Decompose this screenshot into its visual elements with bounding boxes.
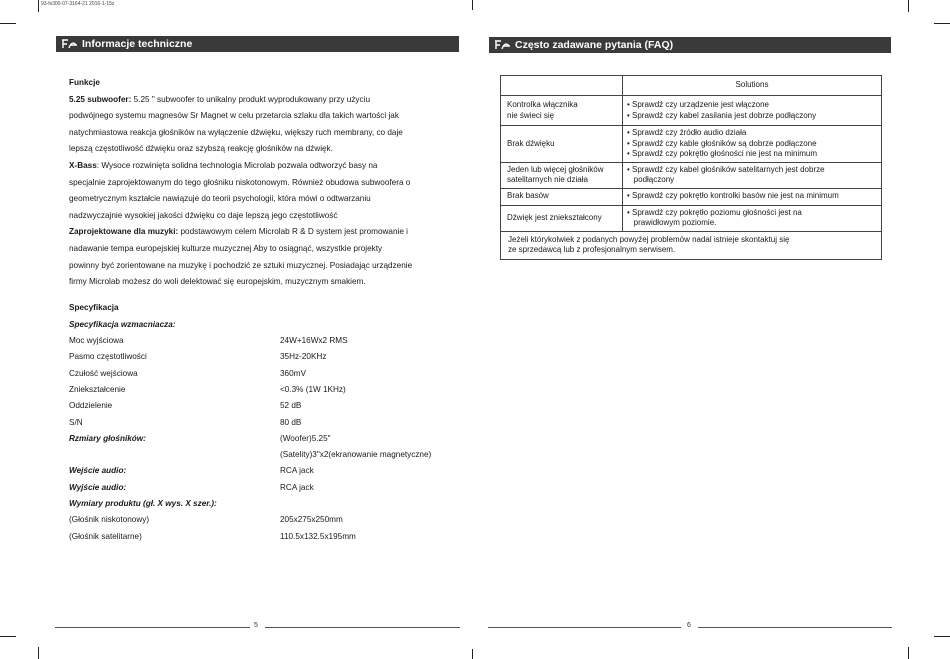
faq-solution-line: • Sprawdź czy źródło audio działa [627,128,747,137]
spec-row [69,463,429,478]
feature-text: 5.25 " subwoofer to unikalny produkt wyprodukowany przy użyciu [131,94,370,104]
print-id: 93-fs300-07-3164-21 2016-1-15z [41,1,115,7]
spec-row [69,366,429,381]
spec-row [69,447,432,462]
features-line [69,191,469,208]
feature-text: podwójnego systemu magnesów Sr Magnet w celu przetarcia szlaku dla takich wartości jak [69,111,399,121]
faq-footer-line: ze sprzedawcą lub z profesjonalnym serwisem. [508,245,676,254]
faq-row [501,188,882,205]
faq-solutions [623,162,882,188]
faq-solutions-header: Solutions [623,76,882,96]
spec-key: Pasmo częstotliwości [69,352,147,362]
features-line [69,241,469,258]
crop-mark [934,636,950,637]
features-line [69,274,469,291]
crop-mark [472,649,473,659]
spec-row [69,333,429,348]
spec-value: 110.5x132.5x195mm [280,531,356,541]
features-heading: Funkcje [69,78,100,87]
feature-text: geometrycznym kształcie nawiązuje do teorii psychologii, która mówi o odtwarzaniu [69,194,371,204]
faq-row [501,162,882,188]
faq-table [500,75,882,260]
feature-text: powinny być zorientowane na muzykę i pochodzić ze sztuki muzycznej. Posiadając urządzenie [69,260,413,270]
faq-solution-line: • Sprawdź czy pokrętło głośności nie jest na minimum [627,149,817,158]
spec-row [69,415,429,430]
spec-key: Wejście audio: [69,466,127,476]
features-line [69,125,469,142]
faq-problem-header [501,76,623,96]
faq-solutions [623,205,882,231]
faq-row [501,96,882,126]
faq-solution-line: • Sprawdź czy pokrętło kontrolki basów nie jest na minimum [627,191,839,201]
section-header-tech-info [56,36,459,52]
feature-lead: 5.25 subwoofer: [69,94,132,104]
spec-key: Rzmiary głośników: [69,433,146,443]
spec-key: Zniekształcenie [69,384,126,394]
crop-mark [38,647,39,659]
spec-value: 80 dB [280,417,302,427]
faq-solutions [623,126,882,163]
spec-row [69,431,429,446]
spec-key: Wyjście audio: [69,482,127,492]
brand-logo-icon [493,39,511,51]
features-line [69,141,469,158]
feature-text: : Wysoce rozwinięta solidna technologia Microlab pozwala odtworzyć basy na [96,160,378,170]
faq-problem: Jeden lub więcej głośników satelitarnych nie działa [501,162,623,188]
spec-value: (Satelity)3"x2(ekranowanie magnetyczne) [280,450,432,460]
spec-row [69,529,429,544]
spec-key: Oddzielenie [69,401,113,411]
crop-mark [472,0,473,10]
spec-row [69,480,429,495]
feature-text: specjalnie zaprojektowanym do tego głośniku niskotonowym. Również obudowa subwoofera o [69,177,411,187]
spec-heading: Specyfikacja [69,303,119,312]
faq-solutions [623,96,882,126]
faq-problem: Brak dźwięku [501,126,623,163]
footer-rule [55,627,250,628]
crop-mark [38,0,39,12]
feature-text: nadawanie tempa europejskiej kulturze muzycznej Aby to osiągnąć, wszystkie projekty [69,243,383,253]
features-line [69,258,469,275]
spec-value: RCA jack [280,466,314,476]
spec-value: 360mV [280,368,306,378]
section-header-faq [489,37,891,53]
section-title: Często zadawane pytania (FAQ) [515,39,674,51]
faq-solution-line: • Sprawdź czy pokrętło poziomu głośności jest na [627,207,802,217]
features-line [69,175,469,192]
faq-solution-line: • Sprawdź czy kabel zasilania jest dobrze podłączony [627,110,817,120]
features-line [69,224,469,241]
features-section [69,75,469,291]
features-line [69,158,469,175]
faq-solution-line: • Sprawdź czy kabel głośników satelitarnych jest dobrze [627,164,825,174]
crop-mark [934,23,950,24]
feature-lead: Zaprojektowane dla muzyki: [69,227,179,237]
spec-key: (Głośnik niskotonowy) [69,515,150,525]
faq-solution-line: podłączony [627,175,675,184]
spec-key: Czułość wejściowa [69,368,138,378]
faq-solution-line: • Sprawdź czy urządzenie jest włączone [627,100,769,109]
faq-problem: Kontrolka włącznika nie świeci się [501,96,623,126]
spec-row [69,398,429,413]
footer-rule [488,627,681,628]
faq-solution-line: prawidłowym poziomie. [627,218,717,227]
spec-value: 24W+16Wx2 RMS [280,336,348,345]
faq-solution-line: • Sprawdź czy kable głośników są dobrze podłączone [627,138,817,148]
brand-logo-icon [60,38,78,50]
feature-text: lepszą częstotliwość dźwięku oraz szybszą reakcję głośników na dźwięk. [69,144,333,154]
amp-spec-subheading: Specyfikacja wzmacniacza: [69,320,176,329]
section-title: Informacje techniczne [82,38,193,50]
spec-value: 52 dB [280,401,302,411]
faq-footer-note [501,231,882,259]
feature-text: natychmiastowa reakcja głośników na wyłączenie dźwięku, większy ruch membrany, co daje [69,127,403,137]
page-number: 6 [687,622,691,629]
faq-footer-line: Jeżeli którykolwiek z podanych powyżej problemów nadal istnieje skontaktuj się [508,234,790,244]
features-line [69,92,469,109]
spec-key: Wymiary produktu (gł. X wys. X szer.): [69,499,217,508]
spec-value: <0.3% (1W 1KHz) [280,384,346,394]
spec-row [69,349,429,364]
feature-text: firmy Microlab możesz do woli delektować się europejskim, muzycznym smakiem. [69,277,366,287]
feature-text: nadzwyczajnie wysokiej jakości dźwięku co daje lepszą jego częstotliwość [69,210,338,220]
footer-rule [265,627,460,628]
faq-problem: Dźwięk jest zniekształcony [501,205,623,231]
faq-row [501,126,882,163]
spec-value: (Woofer)5.25" [280,433,331,443]
feature-text: podstawowym celem Microlab R & D system jest promowanie i [178,227,408,237]
faq-footer-row [501,231,882,259]
features-line [69,108,469,125]
spec-row [69,382,429,397]
faq-solutions [623,188,882,205]
crop-mark [0,636,16,637]
faq-row [501,205,882,231]
crop-mark [908,647,909,659]
features-line [69,208,469,225]
feature-lead: X-Bass [69,160,97,170]
faq-header-row [501,76,882,96]
page-number: 5 [254,622,258,629]
spec-key: Moc wyjściowa [69,336,124,345]
spec-value: 205x275x250mm [280,515,343,525]
spec-row [69,512,429,527]
spec-key: S/N [69,417,83,427]
spec-value: 35Hz-20KHz [280,352,327,362]
crop-mark [908,0,909,12]
spec-key: (Głośnik satelitarne) [69,531,142,541]
spec-value: RCA jack [280,482,314,492]
spec-row [69,496,429,511]
faq-problem: Brak basów [501,188,623,205]
crop-mark [0,23,16,24]
footer-rule [698,627,892,628]
